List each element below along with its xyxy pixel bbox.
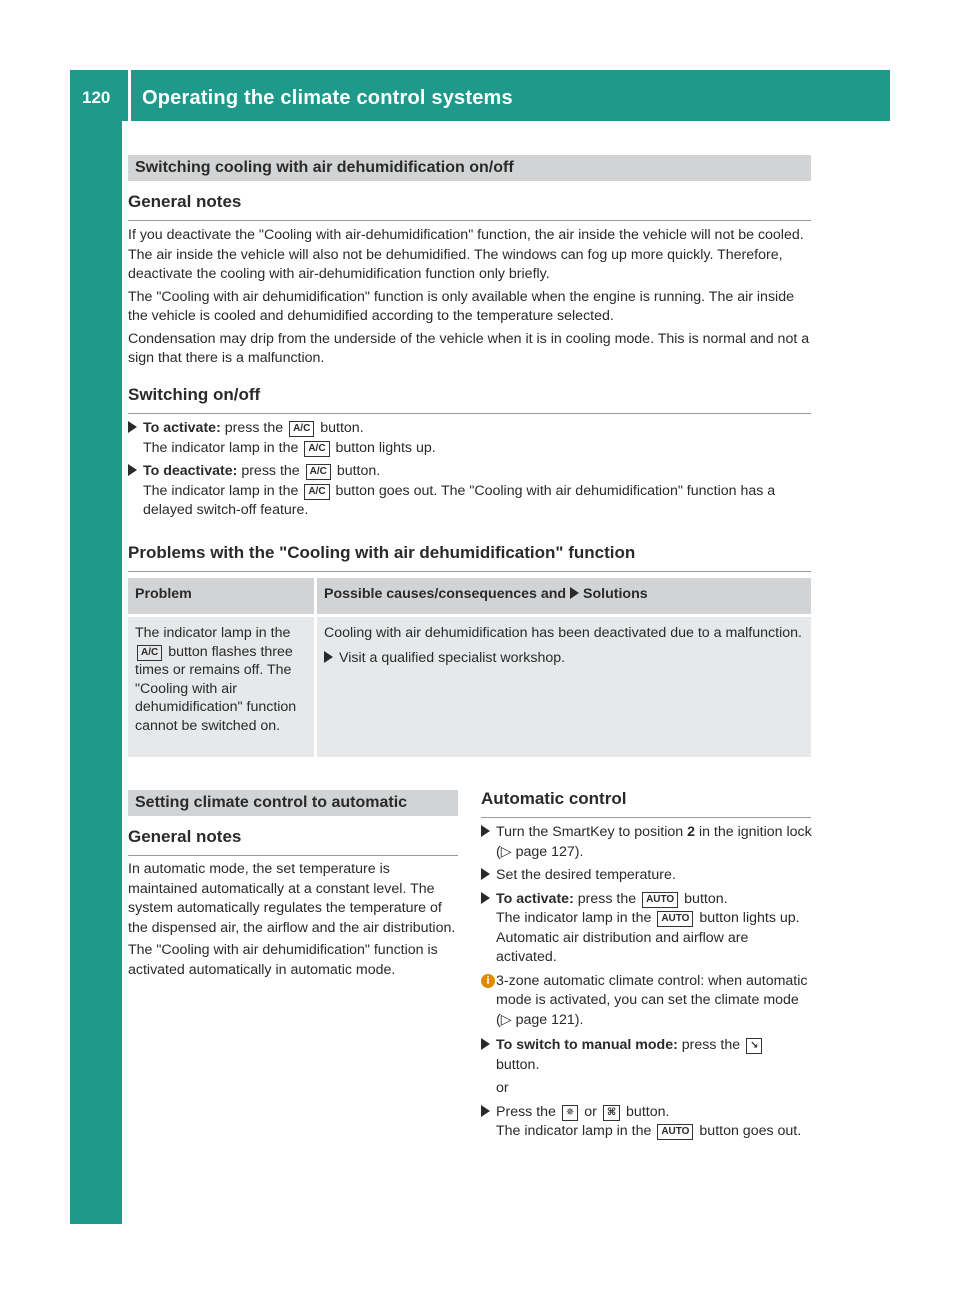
step-label: To switch to manual mode:	[496, 1037, 678, 1053]
step-arrow-icon	[128, 421, 137, 433]
cell-text: The indicator lamp in the	[135, 625, 291, 641]
note-paragraph: In automatic mode, the set temperature is maintained automatically at a constant level. The system automatically regulates the temperature of the dispensed air, the airflow and the air distribution.	[128, 861, 456, 936]
cause-cell	[316, 616, 812, 758]
step-manual-mode	[481, 1036, 812, 1075]
step-fan	[481, 1103, 812, 1142]
table-header-causes	[316, 578, 812, 616]
cell-text: button flashes three times or remains off. The "Cooling with air dehumidification" function cannot be switched on.	[135, 643, 297, 734]
step-activate	[128, 419, 812, 458]
cause-text: Cooling with air dehumidification has been deactivated due to a malfunction.	[324, 625, 802, 641]
note-paragraph: If you deactivate the "Cooling with air-dehumidification" function, the air inside the vehicle will not be cooled. The air inside the vehicle will also not be dehumidified. The windows can fog up more quickly. Therefore, deactivate the cooling with air-dehumidification function only briefly.	[128, 227, 804, 282]
info-icon: i	[481, 974, 495, 988]
section-title-cooling	[128, 155, 811, 181]
side-tab-label: Climate control	[85, 322, 108, 468]
step-arrow-icon	[324, 651, 333, 663]
auto-key-icon: AUTO	[657, 911, 693, 927]
fan-low-key-icon: ✵	[562, 1105, 578, 1121]
step-label: To deactivate:	[143, 463, 238, 479]
automatic-notes	[128, 860, 459, 983]
page-title: Operating the climate control systems	[142, 87, 513, 109]
section-title-automatic	[128, 790, 458, 816]
solution-step	[324, 649, 804, 668]
step-text: button lights up. Automatic air distribution and airflow are activated.	[496, 910, 800, 965]
step-arrow-icon	[128, 464, 137, 476]
step-deactivate	[128, 462, 812, 521]
step-text: button lights up.	[335, 439, 436, 456]
step-arrow-icon	[481, 1105, 490, 1117]
auto-key-icon: AUTO	[657, 1124, 693, 1140]
step-arrow-icon	[481, 1038, 490, 1050]
step-activate-auto	[481, 890, 812, 968]
problem-cell	[128, 616, 316, 758]
auto-key-icon: AUTO	[642, 892, 678, 908]
air-distribution-key-icon: ↘	[746, 1038, 762, 1054]
switching-heading: Switching on/off	[128, 385, 811, 414]
ac-key-icon: A/C	[289, 421, 314, 437]
step-text: press the	[577, 890, 637, 907]
page-header	[70, 70, 890, 121]
automatic-control-heading: Automatic control	[481, 789, 811, 818]
info-note	[481, 972, 812, 1031]
automatic-steps	[481, 823, 812, 1146]
step-text: press the	[681, 1037, 741, 1053]
note-paragraph: The "Cooling with air dehumidification" function is only available when the engine is running. The air inside the vehicle is cooled and dehumidified according to the temperature selected.	[128, 288, 794, 324]
step-text: button.	[336, 463, 381, 479]
step-label: To activate:	[496, 890, 574, 907]
step-arrow-icon	[481, 868, 490, 880]
general-notes-heading: General notes	[128, 192, 811, 221]
step-smartkey	[481, 823, 812, 862]
note-paragraph: The "Cooling with air dehumidification" function is activated automatically in automatic mode.	[128, 942, 438, 978]
step-text: button.	[320, 420, 364, 436]
table-row	[128, 616, 811, 758]
ac-key-icon: A/C	[306, 464, 331, 480]
switching-steps	[128, 419, 812, 525]
ac-key-icon: A/C	[304, 441, 329, 457]
section-title-text: Setting climate control to automatic	[135, 794, 408, 811]
step-text: The indicator lamp in the	[496, 910, 652, 926]
step-text: button goes out. The "Cooling with air dehumidification" function has a delayed switch-off feature.	[143, 482, 776, 518]
step-text: press the	[224, 420, 284, 436]
cooling-notes	[128, 226, 812, 372]
step-text: Turn the SmartKey to position	[496, 824, 684, 840]
or-separator: or	[496, 1080, 509, 1096]
note-paragraph: Condensation may drip from the underside of the vehicle when it is in cooling mode. This is normal and not a sign that there is a malfunction.	[128, 330, 810, 366]
step-text: Press the	[496, 1103, 556, 1120]
section-title-text: Switching cooling with air dehumidification on/off	[135, 159, 514, 176]
problems-table	[128, 578, 811, 757]
step-arrow-icon	[481, 825, 490, 837]
step-text: The indicator lamp in the	[496, 1123, 652, 1139]
ac-key-icon: A/C	[304, 484, 329, 500]
step-label: To activate:	[143, 420, 221, 436]
header-separator	[128, 70, 131, 121]
solution-text: Visit a qualified specialist workshop.	[339, 649, 566, 666]
header-text: Possible causes/consequences and	[324, 586, 567, 602]
side-tab	[70, 121, 122, 1224]
step-text: button.	[626, 1103, 670, 1120]
step-temperature	[481, 866, 812, 886]
problems-heading: Problems with the "Cooling with air dehumidification" function	[128, 543, 811, 572]
solution-arrow-icon	[570, 587, 579, 599]
step-text: Set the desired temperature.	[496, 867, 676, 883]
table-header-problem: Problem	[128, 578, 316, 616]
step-text: button.	[496, 1056, 540, 1073]
info-text: 3-zone automatic climate control: when automatic mode is activated, you can set the climate mode (▷ page 121).	[496, 972, 808, 1028]
step-text: press the	[241, 463, 300, 479]
step-text: in the ignition lock (▷ page 127).	[496, 824, 812, 860]
step-text: The indicator lamp in the	[143, 482, 299, 499]
page-number: 120	[82, 88, 111, 107]
fan-high-key-icon: ⌘	[603, 1105, 620, 1121]
table-header-row	[128, 578, 811, 616]
step-arrow-icon	[481, 892, 490, 904]
step-text: button goes out.	[699, 1123, 802, 1139]
step-text: or	[584, 1103, 597, 1120]
step-text: button.	[684, 890, 728, 907]
header-text: Solutions	[583, 586, 648, 602]
ac-key-icon: A/C	[137, 645, 162, 661]
key-position: 2	[687, 824, 695, 840]
general-notes-heading-2: General notes	[128, 827, 458, 856]
step-text: The indicator lamp in the	[143, 439, 299, 456]
